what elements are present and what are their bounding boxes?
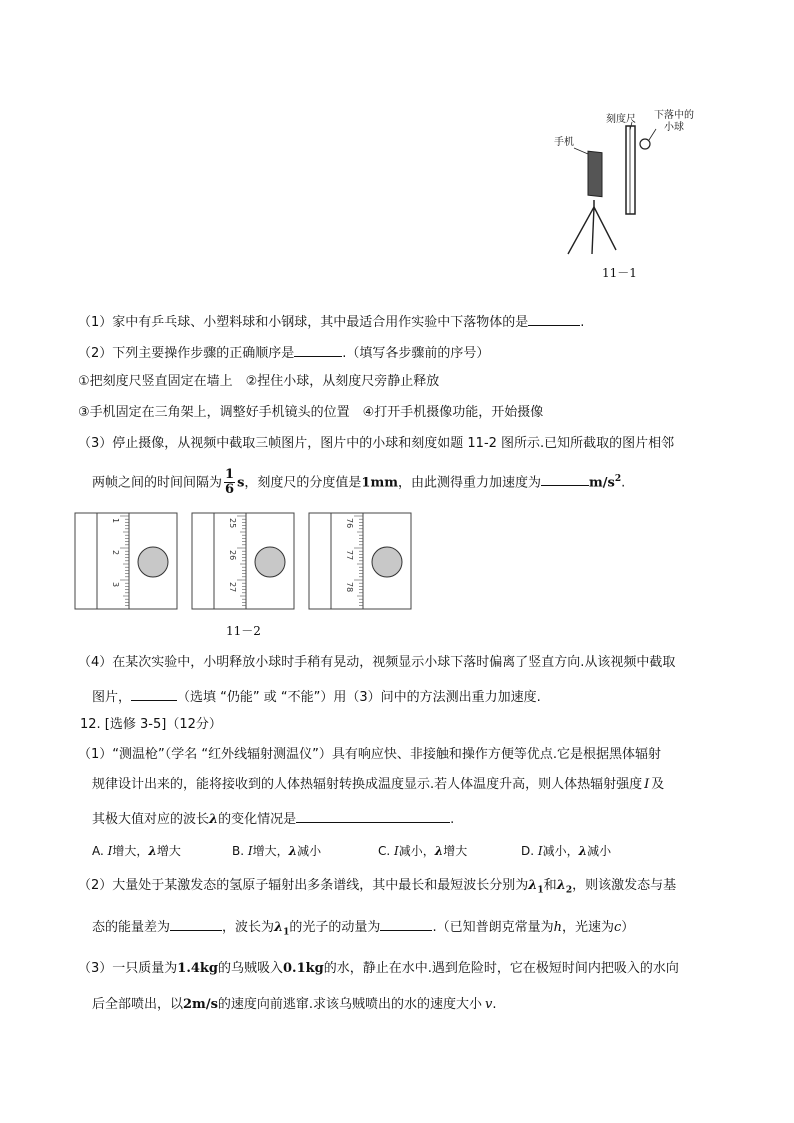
answer-blank-q12-2a[interactable] (170, 916, 222, 931)
question-12-1-line-2: 规律设计出来的，能将接收到的人体热辐射转换成温度显示.若人体温度升高，则人体热辐射强度 I 及 (92, 777, 665, 792)
answer-blank-q12-2b[interactable] (380, 916, 432, 931)
ball-image (372, 547, 402, 577)
figure-11-1-caption: 11－1 (602, 266, 637, 280)
option-d[interactable]: D. I减小，λ减小 (521, 844, 612, 858)
question-4-line-2: 图片， （选填 “仍能” 或 “不能”）用（3）问中的方法测出重力加速度. (92, 686, 541, 707)
ruler-shape (626, 126, 635, 214)
question-12-2-line-1: （2）大量处于某激发态的氢原子辐射出多条谱线，其中最长和最短波长分别为$\lambda_1$和$\lambda_2$，则该激发态与基 (78, 878, 677, 896)
answer-blank-q1[interactable] (528, 311, 580, 326)
tripod-leg-right (594, 207, 616, 250)
ruler-number-label: 25 (228, 518, 237, 529)
option-a[interactable]: A. I增大，λ增大 (92, 844, 181, 858)
question-12-title: 12. [选修 3-5]（12分） (80, 717, 222, 732)
option-b[interactable]: B. I增大，λ减小 (232, 844, 322, 858)
ruler-number-label: 78 (345, 582, 354, 593)
ball-image (255, 547, 285, 577)
answer-blank-q2[interactable] (294, 342, 342, 357)
video-frames-diagram (74, 512, 416, 612)
question-3-line-1: （3）停止摄像，从视频中截取三帧图片，图片中的小球和刻度如题 11-2 图所示.已知所截取的图片相邻 (78, 436, 675, 451)
tripod-leg-mid (592, 207, 594, 254)
ball-label-line1: 下落中的 (654, 110, 694, 121)
ball-label-line2: 小球 (664, 122, 684, 133)
ruler-number-label: 27 (228, 582, 237, 593)
ruler-number-label: 2 (111, 550, 120, 556)
answer-blank-q12-1[interactable] (296, 808, 450, 823)
ruler-resolution: 1mm (361, 475, 398, 491)
question-2: （2）下列主要操作步骤的正确顺序是 .（填写各步骤前的序号） (78, 342, 489, 363)
tripod-leg-left (568, 207, 594, 254)
phone-label: 手机 (554, 137, 574, 148)
answer-blank-q3[interactable] (541, 471, 589, 486)
question-12-3-line-2: 后全部喷出，以2m/s的速度向前逃窜.求该乌贼喷出的水的速度大小 v. (92, 997, 497, 1012)
question-1: （1）家中有乒乓球、小塑料球和小钢球，其中最适合用作实验中下落物体的是 . (78, 311, 584, 332)
experiment-setup-diagram (548, 104, 718, 284)
question-12-1-line-3: 其极大值对应的波长λ的变化情况是 . (92, 808, 454, 829)
ruler-number-label: 76 (345, 518, 354, 529)
question-12-2-line-2: 态的能量差为 ，波长为$\lambda_1$的光子的动量为 .（已知普朗克常量为h，光速为c） (92, 916, 634, 942)
steps-line-2: ③手机固定在三角架上，调整好手机镜头的位置 ④打开手机摄像功能，开始摄像 (78, 405, 544, 420)
figure-11-1 (548, 104, 718, 284)
figure-11-2-caption: 11－2 (226, 624, 261, 638)
ball-image (138, 547, 168, 577)
ruler-number-label: 3 (111, 582, 120, 588)
ruler-number-label: 26 (228, 550, 237, 561)
figure-11-2 (74, 512, 416, 642)
question-3-line-2: 两帧之间的时间间隔为 $\frac{1}{6}$ s，刻度尺的分度值是1mm，由此测得重力加速度为 $m/s^2$. (92, 467, 626, 498)
answer-blank-q4[interactable] (131, 686, 177, 701)
ruler-label: 刻度尺 (606, 114, 636, 125)
frame-ruler (97, 513, 129, 609)
question-4-line-1: （4）在某次实验中，小明释放小球时手稍有晃动，视频显示小球下落时偏离了竖直方向.从该视频中截取 (78, 655, 676, 670)
steps-line-1: ①把刻度尺竖直固定在墙上 ②捏住小球，从刻度尺旁静止释放 (78, 374, 440, 389)
ball-shape (640, 139, 650, 149)
question-12-1-line-1: （1）“测温枪”（学名 “红外线辐射测温仪”）具有响应快、非接触和操作方便等优点.它是根据黑体辐射 (78, 747, 661, 762)
ruler-number-label: 1 (111, 518, 120, 524)
question-12-3-line-1: （3）一只质量为1.4kg的乌贼吸入0.1kg的水，静止在水中.遇到危险时，它在极短时间内把吸入的水向 (78, 961, 679, 976)
time-fraction: $\frac{1}{6}$ (225, 467, 235, 498)
question-12-1-options (92, 842, 611, 860)
phone-shape (588, 151, 602, 196)
ruler-number-label: 77 (345, 550, 354, 561)
option-c[interactable]: C. I减小，λ增大 (378, 844, 468, 858)
